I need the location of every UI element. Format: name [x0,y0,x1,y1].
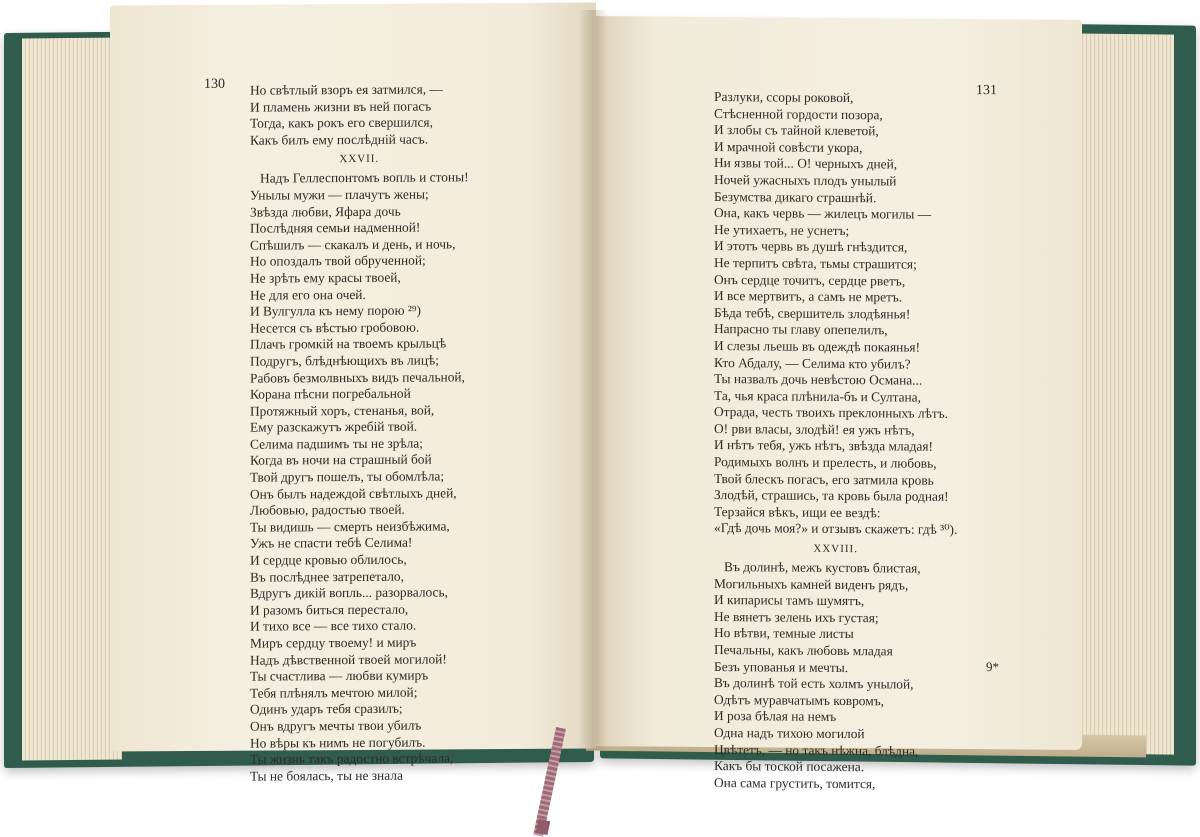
verse-line: Напрасно ты главу опепелилъ, [714,321,888,338]
verse-line: «Гдѣ дочь моя?» и отзывъ скажетъ: гдѣ ³⁰). [714,520,958,538]
book-gutter [578,10,608,750]
verse-line: Въ послѣднее затрепетало, [250,568,404,585]
verse-line: Надъ Геллеспонтомъ вопль и стоны! [250,169,469,187]
verse-line: Разлуки, ссоры роковой, [714,89,854,106]
verse-line: Не терпитъ свѣта, тьмы страшится; [714,254,917,272]
verse-line: Когда въ ночи на страшный бой [250,451,432,469]
verse-line: Ему разскажутъ жребiй твой. [250,418,418,435]
section-heading: XXVIII. [813,542,858,556]
verse-line: Протяжный хоръ, стенанья, вой, [250,402,435,419]
verse-line: Она сама грустить, томится, [714,774,876,792]
verse-line: Отрада, честь твоихъ преклонныхъ лѣтъ. [714,404,948,422]
verse-line: И сердце кровью облилось, [250,551,407,568]
verse-line: Стѣсненной гордости позора, [714,105,883,122]
verse-line: Ты не боялась, ты не знала [250,767,403,784]
signature-mark: 9* [986,659,999,675]
verse-line: Ты жизнь такъ радостно встрѣчала, [250,750,454,767]
verse-line: Тебя плѣнялъ мечтою милой; [250,684,418,701]
verse-line: Родимыхъ волнъ и прелесть, и любовь, [714,454,937,471]
verse-line: Но вѣтви, темные листы [714,625,854,642]
right-page-text [714,89,957,793]
verse-line: Несется съ вѣстью гробовою. [250,319,420,336]
left-page [110,3,596,784]
verse-line: Не утихаетъ, не уснетъ; [714,221,850,238]
verse-line: О! рви власы, злодѣй! ея ужъ нѣтъ, [714,420,915,438]
verse-line: Онъ сердце точитъ, сердце рветъ, [714,271,906,289]
verse-line: Терзайся вѣкъ, ищи ее вездѣ: [714,503,881,521]
verse-line: Не зрѣть ему красы твоей, [250,269,401,286]
verse-line: Бѣда тебѣ, свершитель злодѣянья! [714,304,911,322]
page-number-left: 130 [204,76,225,92]
verse-line: Печальны, какъ любовь младая [714,642,893,659]
verse-line: Рабовъ безмолвныхъ видъ печальной, [250,368,465,386]
verse-line: Одинъ ударъ тебя сразилъ; [250,701,403,718]
verse-line: Ты назвалъ дочь невѣстою Османа... [714,371,923,388]
verse-line: Злодѣй, страшись, та кровь была родная! [714,487,949,505]
verse-line: Но вѣры къ нимъ не погубилъ. [250,734,426,751]
verse-line: И этотъ червь въ душѣ гнѣздится, [714,238,908,255]
verse-line: Надъ дѣвственной твоей могилой! [250,651,447,668]
verse-line: Любовью, радостью твоей. [250,501,405,518]
verse-line: Въ долинѣ той есть холмъ унылой, [714,675,914,692]
verse-line: Какъ бы тоской посажена. [714,758,865,775]
verse-line: И разомъ биться перестало, [250,601,409,618]
verse-line: Могильныхъ камней виденъ рядъ, [714,575,909,593]
verse-line: Та, чья краса плѣнила-бъ и Султана, [714,387,921,405]
verse-line: Спѣшилъ — скакалъ и день, и ночь, [250,236,456,253]
verse-line: Но свѣтлый взоръ ея затмился, — [250,81,443,98]
verse-line: Твой блескъ погасъ, его затмила кровь [714,470,934,488]
section-heading: XXVII. [339,153,380,166]
verse-line: Цвѣтетъ, — но такъ нѣжна, блѣдна, [714,741,919,759]
verse-line: Плачъ громкiй на твоемъ крыльцѣ [250,335,447,352]
verse-line: Не вянетъ зелень ихъ густая; [714,608,879,626]
verse-line: Унылы мужи — плачутъ жены; [250,186,429,203]
page-number-right: 131 [976,83,997,99]
verse-line: И все мертвитъ, а самъ не мретъ. [714,288,903,305]
verse-line: Вдругъ дикiй вопль... разорвалось, [250,584,448,601]
verse-line: Кто Абдалу, — Селима кто убилъ? [714,354,911,372]
verse-line: И мрачной совѣсти укора, [714,138,863,155]
verse-line: Онъ былъ надеждой свѣтлыхъ дней, [250,485,457,502]
verse-line: И роза бѣлая на немъ [714,708,837,725]
verse-line: И нѣтъ тебя, ужъ нѣтъ, звѣзда младая! [714,437,933,455]
verse-line: Ты видишь — смерть неизбѣжима, [250,518,450,535]
verse-line: И тихо все — все тихо стало. [250,618,417,635]
verse-line: Тогда, какъ рокъ его свершился, [250,114,433,131]
verse-line: И пламень жизни въ ней погасъ [250,98,432,115]
verse-line: Ты счастлива — любви кумиръ [250,667,429,684]
verse-line: Не для его она очей. [250,286,366,303]
verse-line: Твой другъ пошелъ, ты обомлѣла; [250,468,445,485]
verse-line: Она, какъ червь — жилецъ могилы — [714,205,932,222]
verse-line: И злобы съ тайной клеветой, [714,122,879,139]
verse-line: И Вулгулла къ нему порою ²⁹) [250,302,421,319]
verse-line: Но опоздалъ твой обрученной; [250,252,426,269]
verse-line: Ни язвы той... О! черныхъ дней, [714,155,898,172]
verse-line: Селима падшимъ ты не зрѣла; [250,435,423,452]
verse-line: И кипарисы тамъ шумятъ, [714,592,865,609]
verse-line: Безъ упованья и мечты. [714,658,849,675]
verse-line: Звѣзда любви, Яфара дочь [250,203,401,220]
verse-line: Одна надъ тихою могилой [714,724,865,742]
verse-line: Ночей ужасныхъ плодъ унылый [714,171,897,189]
verse-line: Ужъ не спасти тебѣ Селима! [250,535,413,552]
bookmark-ribbon-tip[interactable] [536,819,551,835]
verse-line: Какъ билъ ему послѣднiй часъ. [250,131,429,148]
right-page [596,16,1082,792]
verse-line: Корана пѣсни погребальной [250,385,411,402]
left-page-text [250,81,469,785]
left-page-edges [22,37,122,760]
verse-line: Послѣдняя семьи надменной! [250,219,421,236]
verse-line: Безумства дикаго страшнѣй. [714,188,877,205]
verse-line: Онъ вдругъ мечты твои убилъ [250,717,422,734]
right-page-edges [1070,33,1174,754]
verse-line: Въ долинѣ, межъ кустовъ блистая, [714,559,921,576]
verse-line: Подругъ, блѣднѣющихъ въ лицѣ; [250,352,440,369]
verse-line: И слезы льешь въ одеждѣ покаянья! [714,337,921,355]
verse-line: Миръ сердцу твоему! и миръ [250,634,417,651]
verse-line: Одѣтъ муравчатымъ ковромъ, [714,691,884,709]
